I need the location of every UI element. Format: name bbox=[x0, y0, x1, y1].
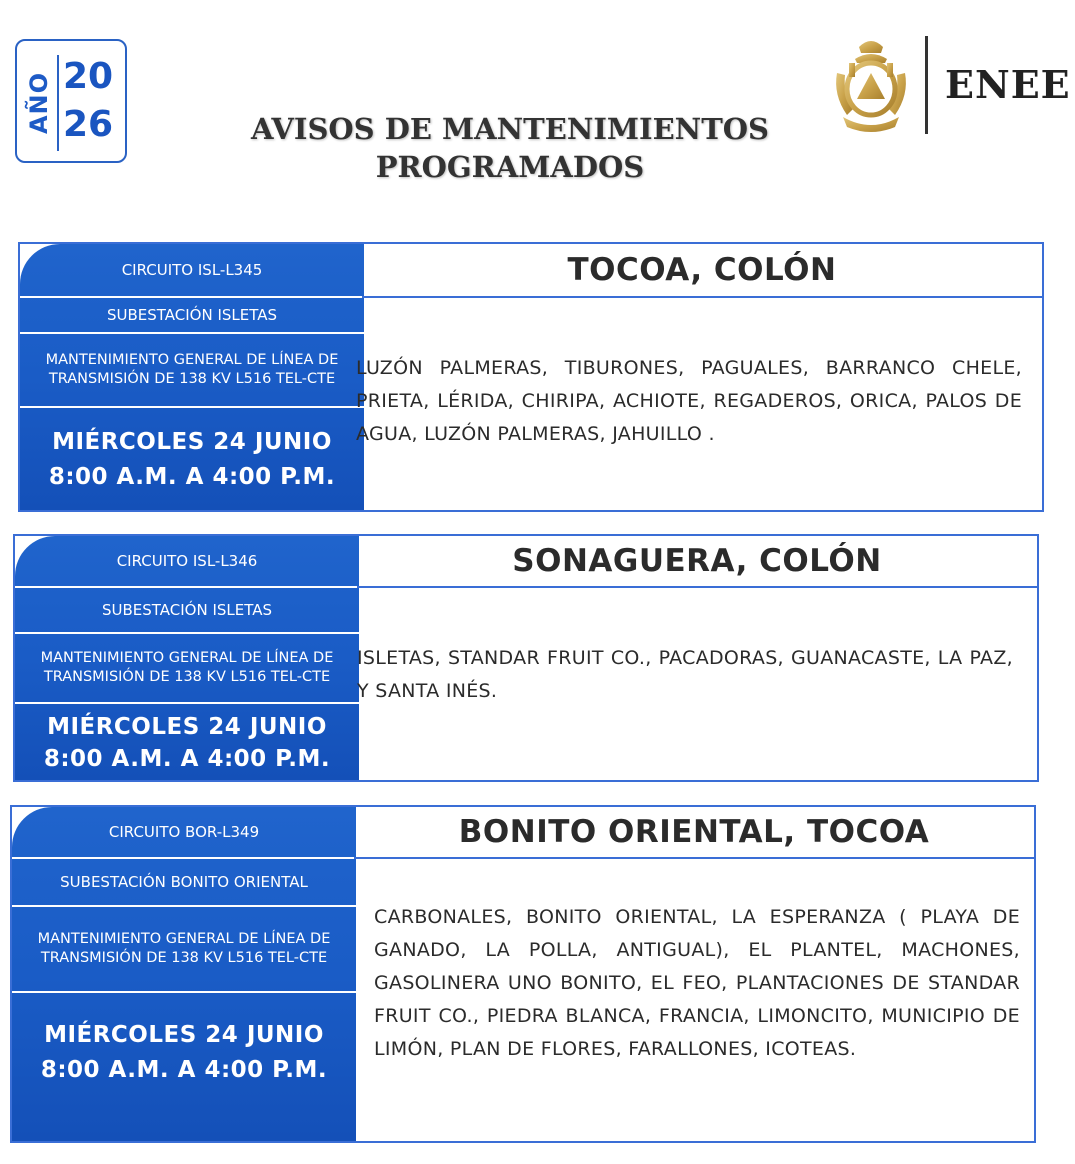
substation-label: SUBESTACIÓN BONITO ORIENTAL bbox=[12, 859, 356, 907]
enee-logo-text: ENEE bbox=[945, 62, 1071, 107]
year-word-box bbox=[21, 55, 59, 151]
maintenance-time: 8:00 A.M. A 4:00 P.M. bbox=[43, 746, 331, 772]
year-digits-top: 20 bbox=[63, 56, 114, 97]
circuit-label: CIRCUITO ISL-L346 bbox=[15, 536, 359, 588]
substation-label: SUBESTACIÓN ISLETAS bbox=[20, 298, 364, 334]
notice-info-panel bbox=[12, 807, 356, 1141]
location-title: TOCOA, COLÓN bbox=[362, 244, 1042, 298]
circuit-label: CIRCUITO ISL-L345 bbox=[20, 244, 364, 298]
maintenance-time: 8:00 A.M. A 4:00 P.M. bbox=[40, 1057, 328, 1083]
year-digits-bottom: 26 bbox=[63, 104, 114, 145]
notice-info-panel bbox=[15, 536, 359, 780]
maintenance-description: MANTENIMIENTO GENERAL DE LÍNEA DE TRANSMISIÓN DE 138 KV L516 TEL-CTE bbox=[20, 334, 364, 408]
notice-info-panel bbox=[20, 244, 364, 510]
notice-card bbox=[10, 805, 1036, 1143]
title-line-2: PROGRAMADOS bbox=[375, 150, 645, 184]
location-title: SONAGUERA, COLÓN bbox=[357, 536, 1037, 588]
honduras-coat-of-arms-icon bbox=[829, 33, 913, 135]
affected-areas: ISLETAS, STANDAR FRUIT CO., PACADORAS, GUANACASTE, LA PAZ, Y SANTA INÉS. bbox=[357, 647, 1013, 702]
circuit-label: CIRCUITO BOR-L349 bbox=[12, 807, 356, 859]
year-badge bbox=[15, 39, 127, 163]
maintenance-date: MIÉRCOLES 24 JUNIO bbox=[47, 714, 327, 740]
title-line-1: AVISOS DE MANTENIMIENTOS bbox=[251, 112, 769, 146]
maintenance-schedule bbox=[12, 993, 356, 1143]
substation-label: SUBESTACIÓN ISLETAS bbox=[15, 588, 359, 634]
maintenance-description: MANTENIMIENTO GENERAL DE LÍNEA DE TRANSMISIÓN DE 138 KV L516 TEL-CTE bbox=[15, 634, 359, 704]
maintenance-schedule bbox=[20, 408, 364, 512]
year-word: AÑO bbox=[25, 71, 53, 135]
maintenance-date: MIÉRCOLES 24 JUNIO bbox=[44, 1022, 324, 1048]
notice-card bbox=[18, 242, 1044, 512]
maintenance-time: 8:00 A.M. A 4:00 P.M. bbox=[48, 464, 336, 490]
affected-areas: CARBONALES, BONITO ORIENTAL, LA ESPERANZA ( PLAYA DE GANADO, LA POLLA, ANTIGUAL), EL PLANTEL, MACHONES, GASOLINERA UNO BONITO, EL FEO, PLANTACIONES DE STANDAR FRUIT CO., PIEDRA BLANCA, FRANCIA, LIMONCITO, MUNICIPIO DE LIMÓN, PLAN DE FLORES, FARALLONES, ICOTEAS. bbox=[374, 906, 1020, 1060]
logo-divider bbox=[925, 36, 928, 134]
page-title bbox=[210, 110, 810, 186]
location-title: BONITO ORIENTAL, TOCOA bbox=[354, 807, 1034, 859]
notice-card bbox=[13, 534, 1039, 782]
maintenance-schedule bbox=[15, 704, 359, 782]
maintenance-date: MIÉRCOLES 24 JUNIO bbox=[52, 429, 332, 455]
maintenance-description: MANTENIMIENTO GENERAL DE LÍNEA DE TRANSMISIÓN DE 138 KV L516 TEL-CTE bbox=[12, 907, 356, 993]
affected-areas: LUZÓN PALMERAS, TIBURONES, PAGUALES, BARRANCO CHELE, PRIETA, LÉRIDA, CHIRIPA, ACHIOTE, REGADEROS, ORICA, PALOS DE AGUA, LUZÓN PALMERAS, JAHUILLO . bbox=[356, 357, 1022, 445]
